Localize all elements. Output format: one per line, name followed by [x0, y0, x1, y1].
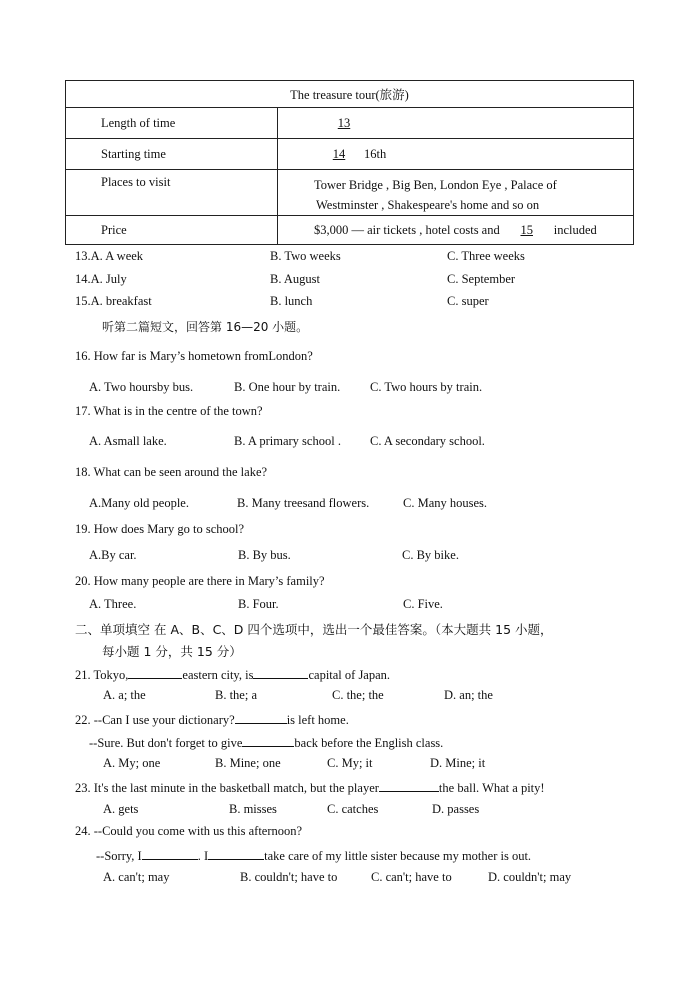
q21-option-c: C. the; the	[332, 688, 384, 702]
blank-15: 15	[520, 222, 533, 237]
q18-option-c: C. Many houses.	[403, 496, 488, 510]
q15-option-a: 15.A. breakfast	[75, 294, 152, 308]
q22-blank1	[235, 711, 287, 724]
q16-stem: 16. How far is Mary’s hometown fromLondon?	[75, 349, 313, 363]
q21-part2: eastern city, is	[182, 668, 254, 682]
q16-option-c: C. Two hours by train.	[370, 380, 483, 394]
q18-option-b: B. Many treesand flowers.	[237, 496, 370, 510]
q21-part1: 21. Tokyo,	[75, 668, 129, 682]
blank-14: 14	[332, 146, 346, 161]
q22-line2	[89, 734, 443, 751]
q24-line2-part1: --Sorry, I	[96, 849, 142, 863]
q18-stem: 18. What can be seen around the lake?	[75, 465, 268, 479]
q15-option-b: B. lunch	[270, 294, 313, 308]
q24-line2	[96, 847, 531, 864]
row-label-starting: Starting time	[66, 139, 278, 170]
q23-blank	[379, 779, 439, 792]
row-label-price: Price	[66, 216, 278, 245]
q20-option-c: C. Five.	[403, 597, 443, 611]
q19-stem: 19. How does Mary go to school?	[75, 522, 245, 536]
q22-option-b: B. Mine; one	[215, 756, 281, 770]
places-line-1: Tower Bridge , Big Ben, London Eye , Palace of	[314, 178, 557, 192]
q21-part3: capital of Japan.	[308, 668, 391, 682]
q22-option-a: A. My; one	[103, 756, 161, 770]
tour-table	[65, 80, 634, 245]
q23-option-a: A. gets	[103, 802, 139, 816]
q24-blank2	[208, 847, 264, 860]
q24-line2-part3: take care of my little sister because my mother is out.	[264, 849, 532, 863]
q21-blank1	[128, 666, 182, 679]
starting-suffix: 16th	[364, 146, 387, 161]
q24-line2-part2: . I	[197, 849, 209, 863]
q23-part1: 23. It's the last minute in the basketball match, but the player	[75, 781, 379, 795]
part2-heading-line1: 二、单项填空 在 A、B、C、D 四个选项中，选出一个最佳答案。（本大题共 15 小题，	[75, 622, 553, 637]
q16-option-b: B. One hour by train.	[234, 380, 341, 394]
q23-option-d: D. passes	[432, 802, 480, 816]
q23-option-c: C. catches	[327, 802, 379, 816]
places-line-2: Westminster , Shakespeare's home and so on	[316, 198, 540, 212]
q17-stem: 17. What is in the centre of the town?	[75, 404, 263, 418]
q19-option-b: B. By bus.	[238, 548, 291, 562]
q21-option-d: D. an; the	[444, 688, 493, 702]
row-value-places	[278, 170, 634, 216]
q21-blank2	[253, 666, 308, 679]
q22-part2: is left home.	[286, 713, 349, 727]
q23-stem	[75, 779, 545, 796]
q20-option-b: B. Four.	[238, 597, 279, 611]
q24-option-a: A. can't; may	[103, 870, 170, 884]
price-prefix: $3,000 — air tickets , hotel costs and	[314, 222, 500, 237]
q24-option-c: C. can't; have to	[371, 870, 452, 884]
row-label-places: Places to visit	[66, 170, 278, 216]
q14-option-b: B. August	[270, 272, 321, 286]
q24-option-d: D. couldn't; may	[488, 870, 572, 884]
q13-option-c: C. Three weeks	[447, 249, 525, 263]
q22-blank2	[242, 734, 294, 747]
q24-stem: 24. --Could you come with us this afternoon?	[75, 824, 303, 838]
q17-option-a: A. Asmall lake.	[89, 434, 167, 448]
row-value-starting	[278, 139, 634, 170]
blank-13: 13	[337, 115, 351, 130]
q21-option-a: A. a; the	[103, 688, 146, 702]
q24-blank1	[142, 847, 198, 860]
row-label-length: Length of time	[66, 108, 278, 139]
row-value-price	[278, 216, 634, 245]
q19-option-c: C. By bike.	[402, 548, 459, 562]
q23-part2: the ball. What a pity!	[438, 781, 545, 795]
q20-option-a: A. Three.	[89, 597, 137, 611]
q22-option-d: D. Mine; it	[430, 756, 486, 770]
part2-heading-line2: 每小题 1 分，共 15 分）	[102, 644, 242, 659]
q24-option-b: B. couldn't; have to	[240, 870, 338, 884]
q14-option-c: C. September	[447, 272, 516, 286]
q22-option-c: C. My; it	[327, 756, 373, 770]
q21-stem	[75, 666, 390, 683]
price-suffix: included	[553, 222, 597, 237]
q13-option-a: 13.A. A week	[75, 249, 144, 263]
q17-option-c: C. A secondary school.	[370, 434, 485, 448]
table-title: The treasure tour(旅游)	[66, 81, 634, 108]
q22-stem	[75, 711, 349, 728]
row-value-length	[278, 108, 634, 139]
q22-line2-part1: --Sure. But don't forget to give	[89, 736, 243, 750]
q15-option-c: C. super	[447, 294, 489, 308]
q17-option-b: B. A primary school .	[234, 434, 341, 448]
q23-option-b: B. misses	[229, 802, 277, 816]
section2-intro: 听第二篇短文，回答第 16—20 小题。	[102, 320, 309, 334]
q16-option-a: A. Two hoursby bus.	[89, 380, 194, 394]
q21-option-b: B. the; a	[215, 688, 258, 702]
q13-option-b: B. Two weeks	[270, 249, 341, 263]
q22-part1: 22. --Can I use your dictionary?	[75, 713, 235, 727]
q18-option-a: A.Many old people.	[89, 496, 189, 510]
q19-option-a: A.By car.	[89, 548, 137, 562]
q20-stem: 20. How many people are there in Mary’s family?	[75, 574, 325, 588]
q22-line2-part2: back before the English class.	[294, 736, 444, 750]
q14-option-a: 14.A. July	[75, 272, 127, 286]
